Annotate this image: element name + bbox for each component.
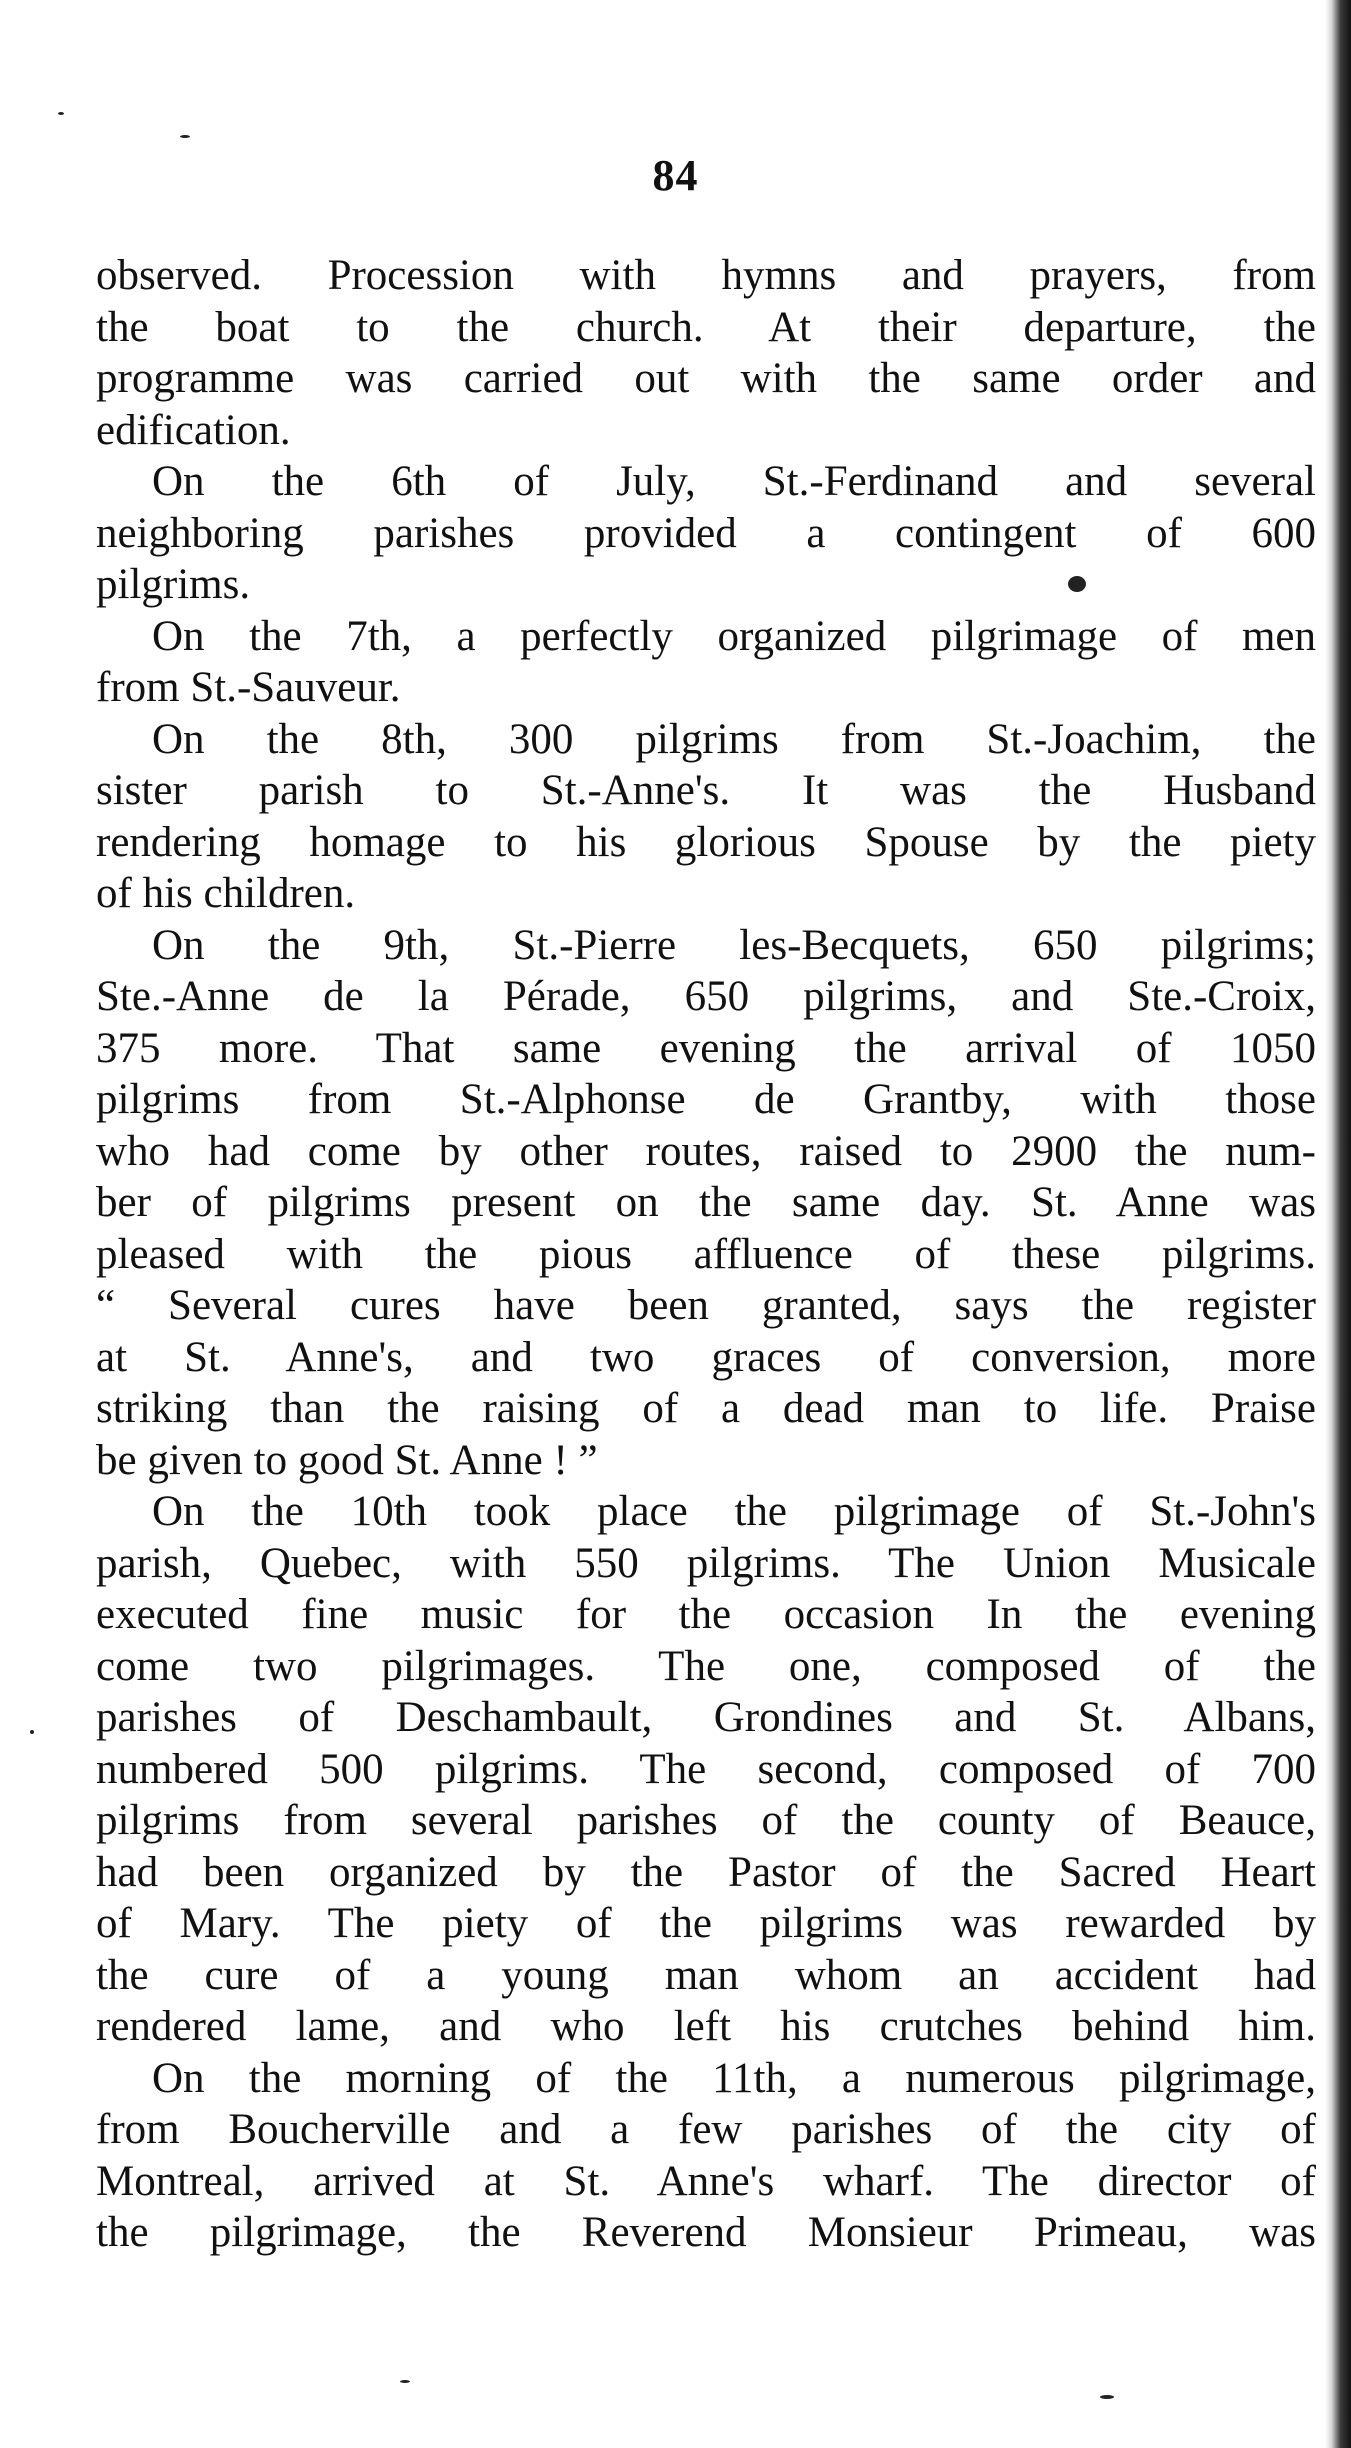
text-line: programme was carried out with the same order and bbox=[96, 355, 1316, 402]
ink-speck bbox=[1100, 2395, 1114, 2399]
text-line: of Mary. The piety of the pilgrims was rewarded by bbox=[96, 1900, 1316, 1947]
text-line: the cure of a young man whom an accident had bbox=[96, 1951, 1316, 1999]
text-line: neighboring parishes provided a contingent of 600 bbox=[96, 509, 1316, 557]
text-line: pilgrims from several parishes of the county of Beauce, bbox=[96, 1797, 1316, 1844]
text-line: striking than the raising of a dead man to life. Praise bbox=[96, 1385, 1316, 1432]
text-line: ber of pilgrims present on the same day. St. Anne was bbox=[96, 1179, 1316, 1226]
body-text bbox=[96, 250, 1316, 2259]
text-line: “ Several cures have been granted, says the register bbox=[96, 1282, 1316, 1329]
text-line: edification. bbox=[96, 406, 291, 454]
text-line: be given to good St. Anne ! ” bbox=[96, 1436, 598, 1484]
text-line: observed. Procession with hymns and prayers, from bbox=[96, 252, 1316, 299]
text-line: Montreal, arrived at St. Anne's wharf. The director of bbox=[96, 2157, 1316, 2205]
text-line: rendered lame, and who left his crutches behind him. bbox=[96, 2003, 1316, 2050]
text-line: from St.-Sauveur. bbox=[96, 664, 401, 711]
text-line: On the 6th of July, St.-Ferdinand and several bbox=[152, 458, 1316, 505]
ink-speck bbox=[400, 2380, 410, 2383]
text-line: come two pilgrimages. The one, composed of the bbox=[96, 1642, 1316, 1690]
ink-speck bbox=[1068, 576, 1086, 592]
text-line: the pilgrimage, the Reverend Monsieur Primeau, was bbox=[96, 2209, 1316, 2256]
text-line: 375 more. That same evening the arrival of 1050 bbox=[96, 1024, 1316, 1072]
text-line: pilgrims from St.-Alphonse de Grantby, with those bbox=[96, 1076, 1316, 1123]
ink-speck bbox=[30, 1730, 34, 1734]
text-line: sister parish to St.-Anne's. It was the Husband bbox=[96, 767, 1316, 814]
text-line: pleased with the pious affluence of these pilgrims. bbox=[96, 1230, 1316, 1278]
text-line: On the 8th, 300 pilgrims from St.-Joachim, the bbox=[152, 715, 1316, 763]
text-line: On the 10th took place the pilgrimage of St.-John's bbox=[152, 1488, 1316, 1535]
text-line: had been organized by the Pastor of the Sacred Heart bbox=[96, 1848, 1316, 1896]
ink-speck bbox=[180, 135, 190, 138]
text-line: parish, Quebec, with 550 pilgrims. The Union Musicale bbox=[96, 1539, 1316, 1587]
text-line: On the morning of the 11th, a numerous pilgrimage, bbox=[152, 2054, 1316, 2102]
page-edge-shadow bbox=[1325, 0, 1351, 2448]
text-line: Ste.-Anne de la Pérade, 650 pilgrims, and Ste.-Croix, bbox=[96, 973, 1316, 1020]
text-line: On the 9th, St.-Pierre les-Becquets, 650 pilgrims; bbox=[152, 921, 1316, 969]
text-line: the boat to the church. At their departure, the bbox=[96, 303, 1316, 351]
text-line: at St. Anne's, and two graces of conversion, more bbox=[96, 1333, 1316, 1381]
text-line: numbered 500 pilgrims. The second, composed of 700 bbox=[96, 1745, 1316, 1793]
page-number: 84 bbox=[652, 151, 699, 200]
text-line: On the 7th, a perfectly organized pilgrimage of men bbox=[152, 612, 1316, 660]
text-line: from Boucherville and a few parishes of the city of bbox=[96, 2106, 1316, 2153]
text-line: rendering homage to his glorious Spouse by the piety bbox=[96, 818, 1316, 866]
text-line: pilgrims. bbox=[96, 561, 251, 608]
text-line: executed fine music for the occasion In the evening bbox=[96, 1591, 1316, 1638]
ink-speck bbox=[58, 112, 64, 115]
text-line: parishes of Deschambault, Grondines and St. Albans, bbox=[96, 1694, 1316, 1741]
text-line: who had come by other routes, raised to 2900 the num- bbox=[96, 1127, 1316, 1175]
text-line: of his children. bbox=[96, 870, 356, 917]
